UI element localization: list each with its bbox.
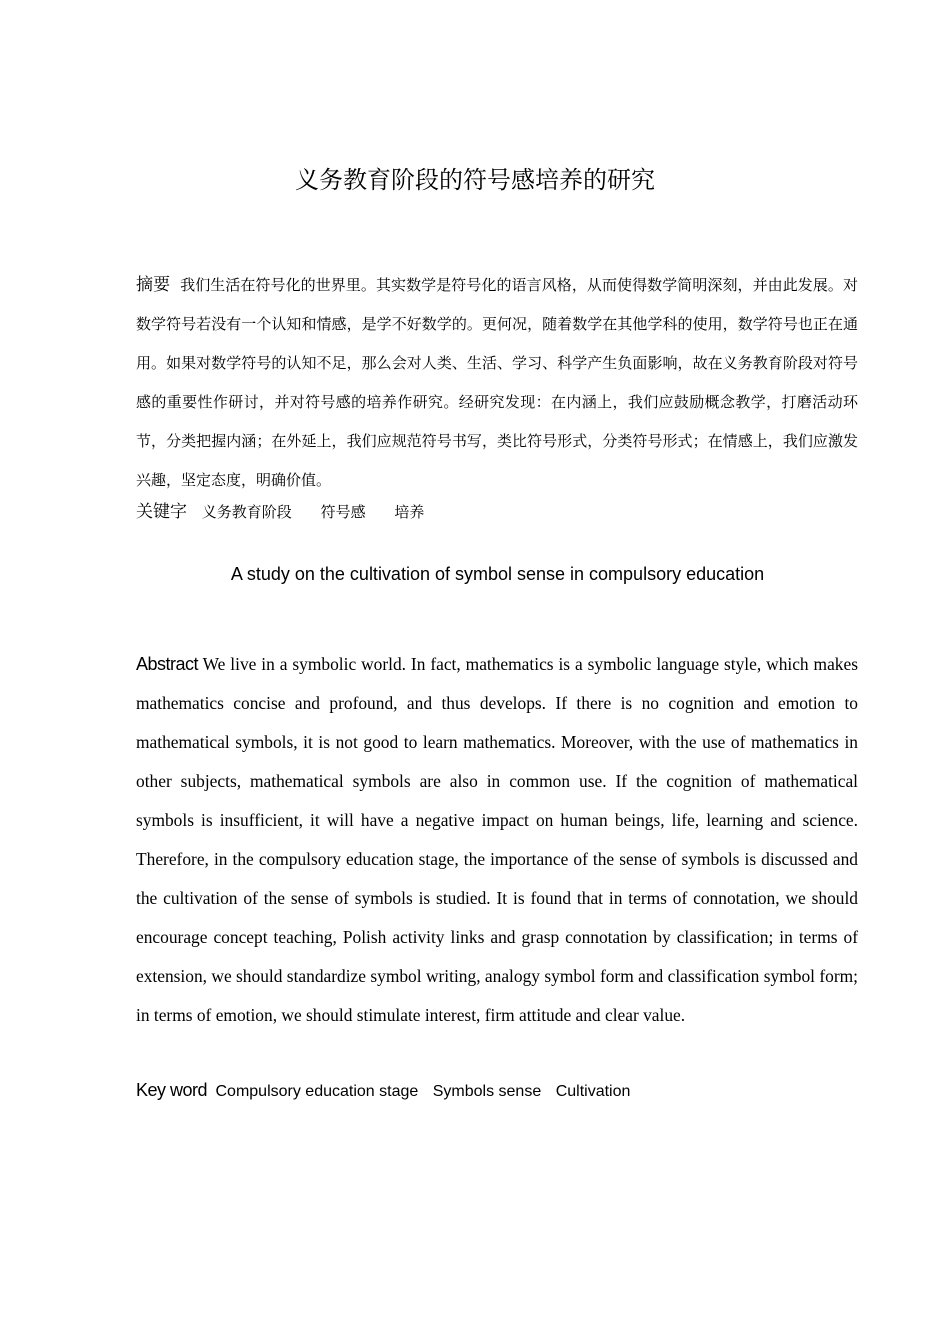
keywords-en-label: Key word (136, 1080, 208, 1100)
abstract-en-text: We live in a symbolic world. In fact, mathematics is a symbolic language style, which makes mathematics concise and profound, and thus develops. If there is no cognition and emotion to mathematical symbols, it is not good to learn mathematics. Moreover, with the use of mathematics in other subjects, mathematical symbols are also in common use. If the cognition of mathematical symbols is insufficient, it will have a negative impact on human beings, life, learning and science. Therefore, in the compulsory education stage, the importance of the sense of symbols is discussed and the cultivation of the sense of symbols is studied. It is found that in terms of connotation, we should encourage concept teaching, Polish activity links and grasp connotation by classification; in terms of extension, we should standardize symbol writing, analogy symbol form and classification symbol form; in terms of emotion, we should stimulate interest, firm attitude and clear value. (136, 654, 858, 1025)
abstract-cn-text: 我们生活在符号化的世界里。其实数学是符号化的语言风格，从而使得数学简明深刻，并由此发展。对数学符号若没有一个认知和情感，是学不好数学的。更何况，随着数学在其他学科的使用，数学符号也正在通用。如果对数学符号的认知不足，那么会对人类、生活、学习、科学产生负面影响，故在义务教育阶段对符号感的重要性作研讨，并对符号感的培养作研究。经研究发现：在内涵上，我们应鼓励概念教学，打磨活动环节，分类把握内涵；在外延上，我们应规范符号书写，类比符号形式，分类符号形式；在情感上，我们应激发兴趣，坚定态度，明确价值。 (136, 276, 859, 489)
abstract-cn-label: 摘要 (136, 275, 171, 295)
keyword-en: Cultivation (555, 1083, 631, 1100)
keyword-cn: 培养 (394, 503, 425, 521)
keywords-en (136, 1076, 640, 1106)
keyword-cn: 符号感 (320, 503, 366, 521)
abstract-en-label: Abstract (136, 654, 199, 674)
keyword-cn: 义务教育阶段 (201, 503, 292, 521)
keywords-cn-label: 关键字 (136, 502, 187, 522)
keyword-en: Compulsory education stage (215, 1083, 419, 1100)
paper-title-en: A study on the cultivation of symbol sense in compulsory education (230, 564, 765, 584)
abstract-cn (136, 266, 858, 500)
paper-title-cn: 义务教育阶段的符号感培养的研究 (295, 166, 655, 194)
abstract-en (136, 645, 858, 1035)
keywords-cn (136, 497, 448, 527)
keyword-en: Symbols sense (432, 1083, 542, 1100)
